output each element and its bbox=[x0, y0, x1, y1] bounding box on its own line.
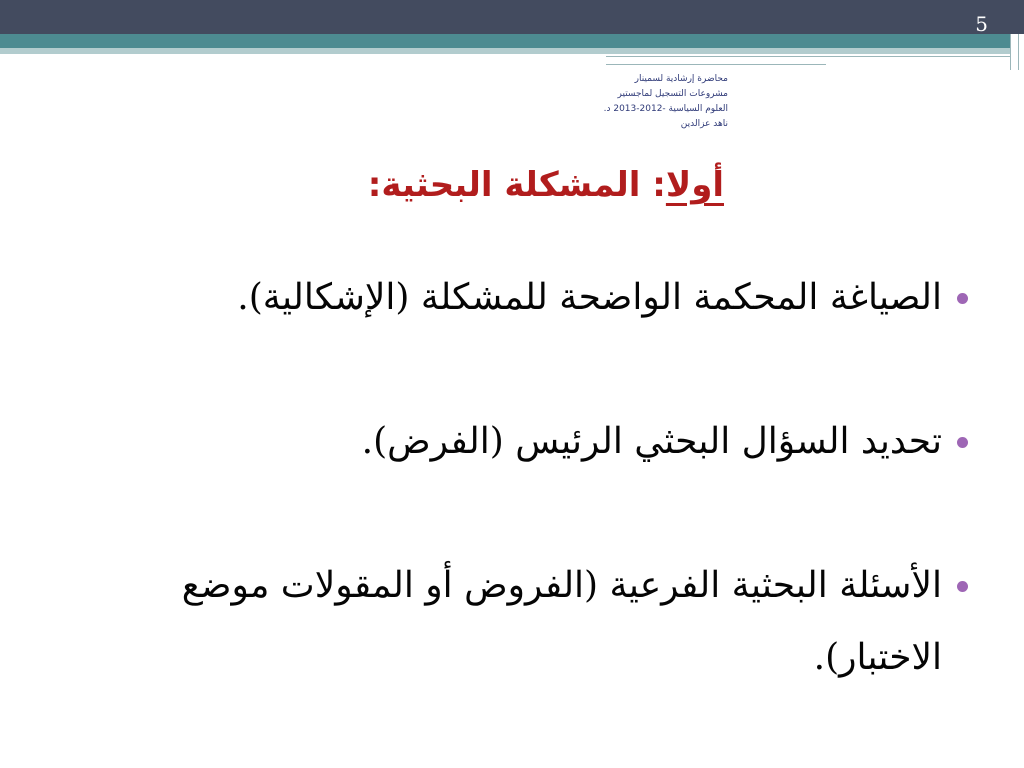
bullet-item bbox=[50, 550, 968, 694]
lecture-note bbox=[528, 72, 728, 132]
slide-title-rest: : المشكلة البحثية: bbox=[367, 165, 666, 205]
header-accent-line bbox=[606, 64, 826, 65]
header-dark-band bbox=[0, 0, 1024, 34]
lecture-note-line: محاضرة إرشادية لسمينار bbox=[634, 74, 728, 84]
slide-title-lead: أولا bbox=[665, 165, 724, 205]
bullet-dot-icon bbox=[957, 581, 968, 592]
bullet-dot-icon bbox=[957, 293, 968, 304]
header-teal-band bbox=[0, 34, 1010, 48]
lecture-note-line: العلوم السياسية -2012-2013 د. bbox=[603, 104, 728, 114]
lecture-note-line: مشروعات التسجيل لماجستير bbox=[617, 89, 728, 99]
slide-title bbox=[368, 158, 724, 212]
bullet-text: الصياغة المحكمة الواضحة للمشكلة (الإشكالية). bbox=[237, 277, 942, 318]
header-light-band bbox=[0, 48, 1010, 54]
bullet-text: الأسئلة البحثية الفرعية (الفروض أو المقولات موضع الاختبار). bbox=[181, 565, 942, 678]
bullet-text: تحديد السؤال البحثي الرئيس (الفرض). bbox=[361, 421, 942, 462]
bullet-dot-icon bbox=[957, 437, 968, 448]
header-divider-line bbox=[1018, 34, 1019, 70]
bullet-item bbox=[50, 406, 968, 478]
page-number: 5 bbox=[975, 12, 988, 36]
header-divider-line bbox=[1010, 34, 1011, 70]
bullet-list bbox=[50, 262, 968, 694]
header-accent-line bbox=[606, 56, 1010, 57]
header-edge-gap bbox=[1010, 34, 1024, 70]
bullet-item bbox=[50, 262, 968, 334]
lecture-note-line: ناهد عزالدين bbox=[680, 119, 728, 129]
